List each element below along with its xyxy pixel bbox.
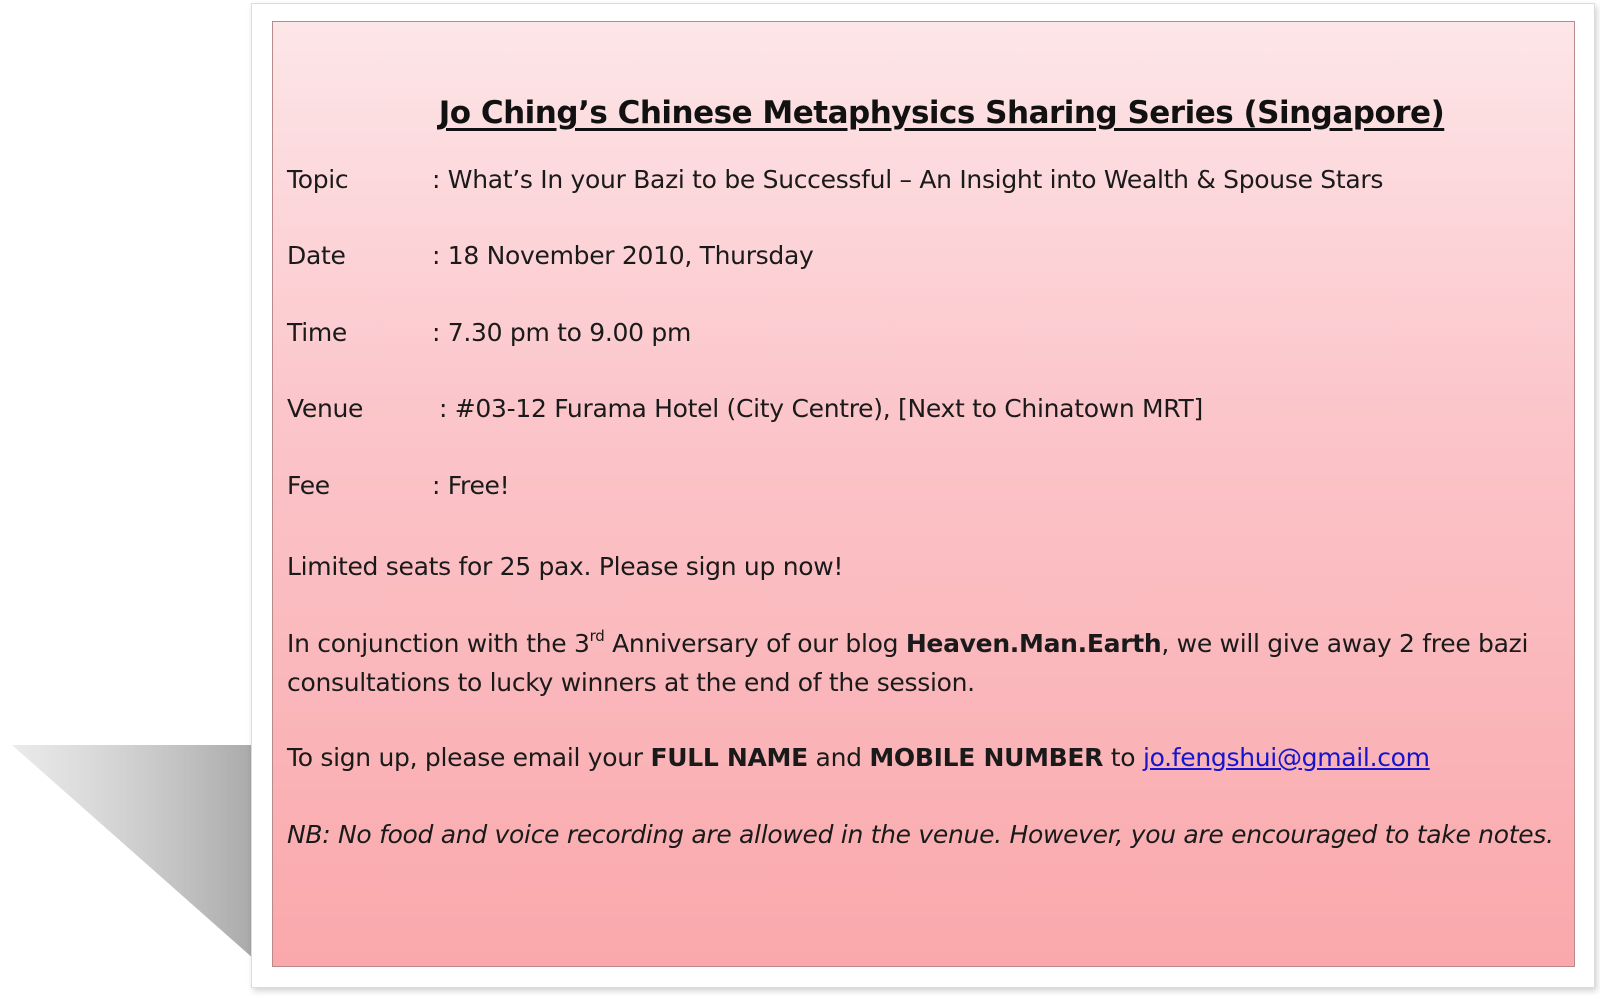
signup-paragraph (287, 738, 1567, 777)
event-flyer (272, 21, 1575, 967)
detail-value: : 7.30 pm to 9.00 pm (432, 318, 692, 347)
flyer-title: Jo Ching’s Chinese Metaphysics Sharing Series (Singapore) (438, 95, 1445, 131)
signup-text: and (807, 743, 870, 772)
anniversary-text: Anniversary of our blog (604, 629, 906, 658)
blog-name: Heaven.Man.Earth (905, 629, 1162, 658)
detail-value: : 18 November 2010, Thursday (432, 241, 814, 270)
ordinal-suffix: rd (589, 627, 605, 645)
detail-label: Fee (287, 471, 330, 500)
email-link[interactable]: jo.fengshui@gmail.com (1142, 743, 1430, 772)
detail-value: : Free! (432, 471, 510, 500)
detail-value: : #03-12 Furama Hotel (City Centre), [Next to Chinatown MRT] (439, 394, 1203, 423)
detail-label: Time (287, 318, 347, 347)
anniversary-text: In conjunction with the 3 (287, 629, 590, 658)
signup-text: to (1103, 743, 1143, 772)
detail-label: Topic (287, 165, 349, 194)
signup-text: To sign up, please email your (287, 743, 651, 772)
anniversary-paragraph (287, 624, 1567, 702)
note-paragraph: NB: No food and voice recording are allowed in the venue. However, you are encouraged to take notes. (287, 820, 1554, 849)
detail-label: Venue (287, 394, 364, 423)
full-name-emphasis: FULL NAME (650, 743, 808, 772)
detail-label: Date (287, 241, 346, 270)
seats-notice: Limited seats for 25 pax. Please sign up now! (287, 552, 844, 581)
mobile-number-emphasis: MOBILE NUMBER (869, 743, 1104, 772)
anniversary-text: , we will give away 2 free bazi consultations to lucky winners at the end of the session. (287, 629, 1529, 697)
detail-value: : What’s In your Bazi to be Successful – An Insight into Wealth & Spouse Stars (432, 165, 1384, 194)
